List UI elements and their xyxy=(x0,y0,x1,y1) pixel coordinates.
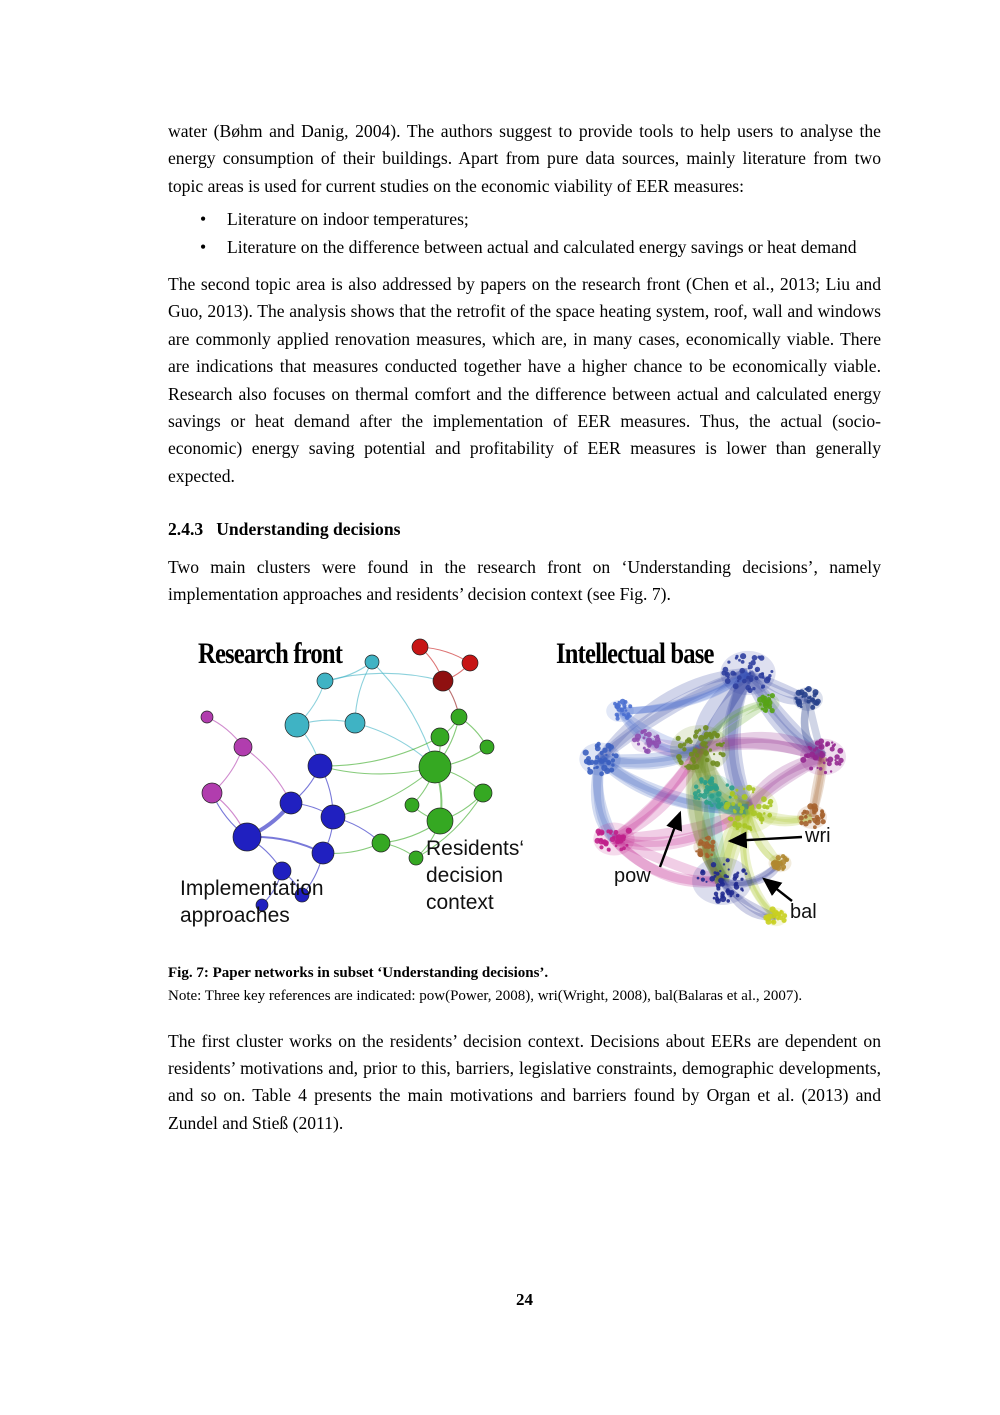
figure-left-title: Research front xyxy=(198,636,343,670)
bullet-item: • Literature on the difference between actual and calculated energy savings or heat demand xyxy=(168,234,881,261)
bullet-list xyxy=(168,206,881,261)
label-pow: pow xyxy=(614,864,651,887)
paragraph-clusters: Two main clusters were found in the research front on ‘Understanding decisions’, namely implementation approaches and residents’ decision context (see Fig. 7). xyxy=(168,556,881,605)
label-implementation-approaches: Implementation approaches xyxy=(180,876,324,927)
figure-7 xyxy=(168,633,881,951)
figure-right-title: Intellectual base xyxy=(556,636,714,670)
page-number: 24 xyxy=(516,1290,533,1309)
paragraph-first-cluster: The first cluster works on the residents’ decision context. Decisions about EERs are dependent on residents’ motivations and, prior to this, barriers, legislative constraints, demographic developments, and so on. Table 4 presents the main motivations and barriers found by Organ et al. (2013) and Zundel and Stieß (2011). xyxy=(168,1030,881,1133)
paragraph-research-front: The second topic area is also addressed by papers on the research front (Chen et al., 2013; Liu and Guo, 2013). The analysis shows that the retrofit of the space heating system, roof, wall and windows are commonly applied renovation measures, which are, in many cases, economically viable. There are indications that measures conducted together have a higher chance to be economically viable. Research also focuses on thermal comfort and the difference between actual and calculated energy savings or heat demand after the implementation of EER measures. Thus, the actual (socio-economic) energy saving potential and profitability of EER measures is lower than generally expected. xyxy=(168,274,881,486)
page-content xyxy=(168,118,881,1137)
bullet-item: • Literature on indoor temperatures; xyxy=(168,206,881,233)
label-residents-decision-context: Residents‘ decision context xyxy=(426,836,525,914)
figure-note: Note: Three key references are indicated: pow(Power, 2008), wri(Wright, 2008), bal(Balaras et al., 2007). xyxy=(168,987,803,1004)
section-number: 2.4.3 xyxy=(168,519,204,540)
label-wri: wri xyxy=(805,824,831,847)
figure-caption: Fig. 7: Paper networks in subset ‘Understanding decisions’. xyxy=(168,964,549,981)
label-bal: bal xyxy=(790,900,817,923)
section-title: Understanding decisions xyxy=(216,519,401,540)
section-heading xyxy=(168,516,881,543)
paragraph-intro: water (Bøhm and Danig, 2004). The authors suggest to provide tools to help users to analyse the energy consumption of their buildings. Apart from pure data sources, mainly literature from two topic areas is used for current studies on the economic viability of EER measures: xyxy=(168,121,881,196)
